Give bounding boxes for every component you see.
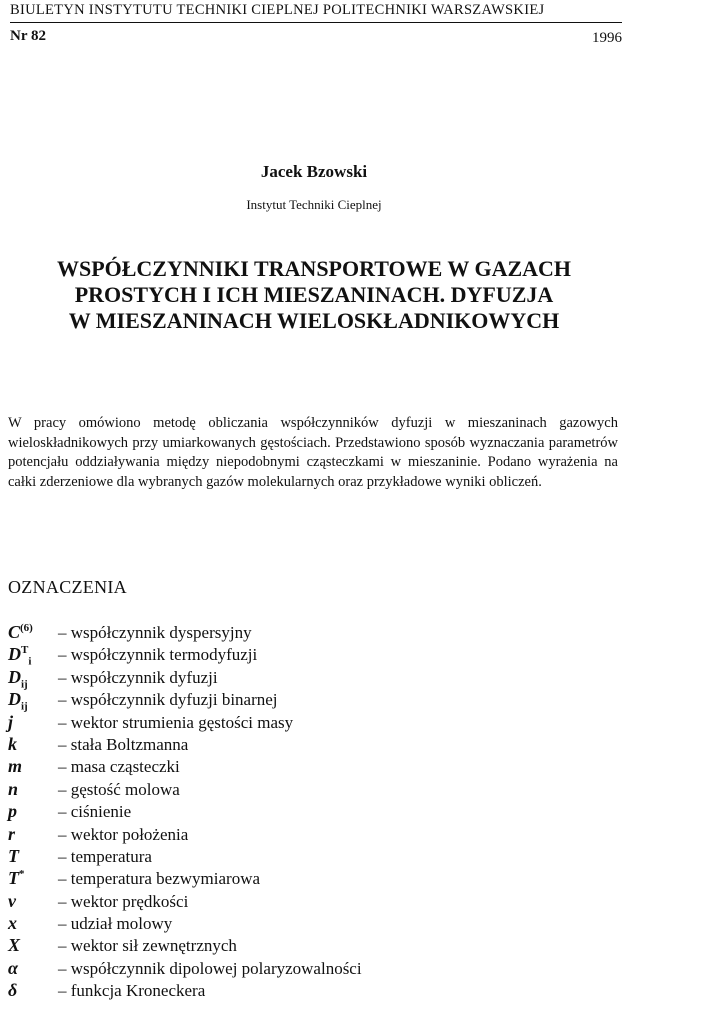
nomenclature-item [8,667,508,689]
nomenclature-item [8,891,508,913]
symbol [8,935,54,956]
symbol [8,824,54,845]
paper-title [0,256,628,334]
nomenclature-item [8,779,508,801]
nomenclature-item [8,935,508,957]
symbol-superscript: T [21,644,29,657]
title-line: WSPÓŁCZYNNIKI TRANSPORTOWE W GAZACH [56,256,572,281]
header-rule [10,22,622,23]
symbol-description: – masa cząsteczki [58,757,180,777]
nomenclature-item [8,712,508,734]
symbol-description: – współczynnik dyfuzji binarnej [58,690,278,710]
symbol [8,958,54,979]
symbol [8,734,54,755]
title-line: PROSTYCH I ICH MIESZANINACH. DYFUZJA [74,282,554,307]
nomenclature-item [8,958,508,980]
symbol-description: – temperatura bezwymiarowa [58,869,261,889]
symbol-base: T [8,845,19,866]
symbol-description: – wektor prędkości [58,891,189,911]
symbol-base: D [8,689,21,710]
symbol [8,712,54,733]
author-name: Jacek Bzowski [260,162,368,181]
symbol [8,667,54,691]
nomenclature-item [8,824,508,846]
symbol-description: – wektor strumienia gęstości masy [58,712,294,732]
symbol-description: – gęstość molowa [58,779,180,799]
symbol-description: – stała Boltzmanna [58,734,189,754]
symbol [8,689,54,713]
symbol-base: r [8,823,16,844]
nomenclature-item [8,644,508,666]
symbol-description: – wektor sił zewnętrznych [58,936,237,956]
symbol-superscript: (6) [20,622,33,634]
symbol-description: – współczynnik termodyfuzji [58,645,258,665]
symbol-description: – temperatura [58,846,152,866]
nomenclature-item [8,689,508,711]
nomenclature-item [8,734,508,756]
symbol [8,644,54,668]
symbol-base: δ [8,980,18,1001]
nomenclature-item [8,868,508,890]
symbol [8,801,54,822]
symbol [8,756,54,777]
symbol [8,913,54,934]
symbol-base: n [8,778,19,799]
symbol-base: k [8,733,17,754]
symbol [8,622,54,643]
nomenclature-item [8,801,508,823]
symbol-subscript: ij [21,678,28,691]
symbol-description: – ciśnienie [58,802,132,822]
symbol [8,868,54,889]
symbol [8,846,54,867]
symbol-description: – współczynnik dipolowej polaryzowalności [58,958,362,978]
section-heading: OZNACZENIA [8,577,127,597]
symbol-subscript: i [28,655,32,668]
symbol-description: – współczynnik dyfuzji [58,667,218,687]
nomenclature-item [8,846,508,868]
symbol-base: α [8,957,18,978]
symbol-description: – funkcja Kroneckera [58,981,206,1001]
symbol-base: m [8,756,23,777]
symbol-base: x [8,913,17,934]
symbol [8,980,54,1001]
publication-year: 1996 [592,30,622,46]
symbol-base: D [8,666,21,687]
symbol-base: p [8,801,17,822]
symbol-description: – wektor położenia [58,824,189,844]
symbol-base: D [8,644,21,665]
abstract: W pracy omówiono metodę obliczania współczynników dyfuzji w mieszaninach gazowych wieloskładnikowych przy umiarkowanych gęstościach. Przedstawiono sposób wyznaczania parametrów potencjału oddziaływania między niepodobnymi cząsteczkami w mieszaninie. Podano wyrażenia na całki zderzeniowe dla wybranych gazów molekularnych oraz przykładowe wyniki obliczeń. [8,415,618,490]
symbol-base: T [8,868,19,889]
journal-title: BIULETYN INSTYTUTU TECHNIKI CIEPLNEJ POLITECHNIKI WARSZAWSKIEJ [10,2,545,18]
symbol-subscript: ij [21,700,28,713]
symbol-base: X [8,935,21,956]
nomenclature-item [8,980,508,1002]
nomenclature-list [8,622,508,1003]
symbol-base: C [8,622,21,642]
symbol [8,891,54,912]
nomenclature-item [8,913,508,935]
symbol-description: – współczynnik dyspersyjny [58,623,252,642]
title-line: W MIESZANINACH WIELOSKŁADNIKOWYCH [68,308,560,333]
author-affiliation: Instytut Techniki Cieplnej [246,197,382,212]
nomenclature-item [8,622,508,644]
symbol [8,779,54,800]
symbol-superscript: * [19,868,25,881]
nomenclature-item [8,756,508,778]
symbol-description: – udział molowy [58,914,173,934]
symbol-base: v [8,890,16,911]
issue-number: Nr 82 [10,28,46,44]
symbol-base: j [8,711,14,732]
